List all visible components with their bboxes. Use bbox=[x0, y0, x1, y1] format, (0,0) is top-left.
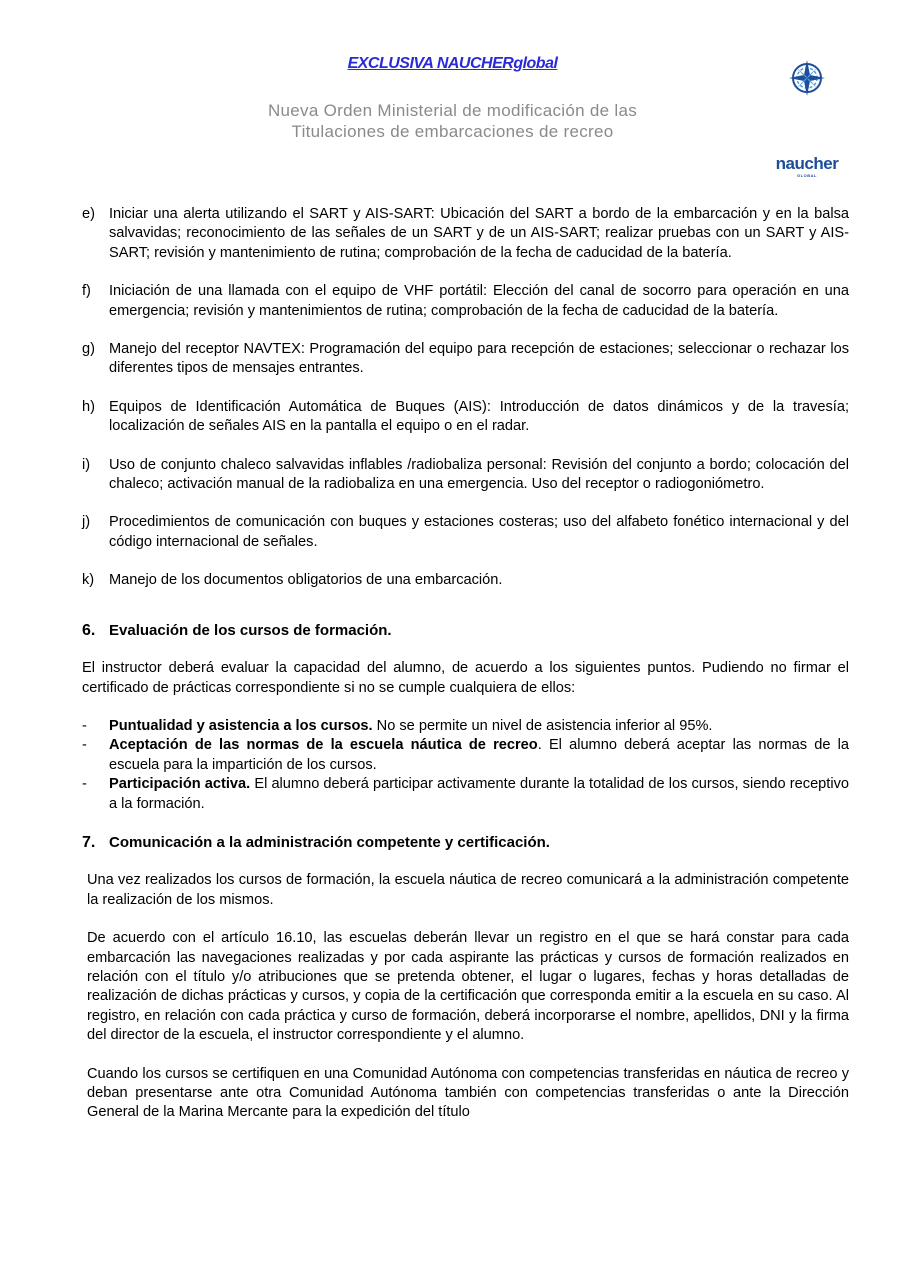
item-text: Equipos de Identificación Automática de Buques (AIS): Introducción de datos dinámicos y de la travesía; localización de señales AIS en la pantalla el equipo o en el radar. bbox=[109, 398, 849, 435]
list-item-h bbox=[82, 398, 849, 437]
item-marker: f) bbox=[82, 283, 91, 300]
section-title: Evaluación de los cursos de formación. bbox=[109, 621, 392, 639]
subtitle-line-1: Nueva Orden Ministerial de modificación de las bbox=[267, 101, 638, 120]
section-number: 7. bbox=[82, 833, 96, 851]
document-body bbox=[82, 205, 849, 1142]
section-7-paragraph: De acuerdo con el artículo 16.10, las escuelas deberán llevar un registro en el que se hará constar para cada embarcación las navegaciones realizadas y por cada aspirante las prácticas y cursos de formación realizados en relación con el título y/o atribuciones que se pretenda obtener, el lugar o lugares, fechas y horas detalladas de realización de dichas prácticas y cursos, y copia de la certificación que corresponda emitir a la escuela en su caso. Al registro, en relación con cada práctica y curso de formación, deberá incorporarse el nombre, apellidos, DNI y la firma del director de la escuela, el instructor correspondiente y el alumno. bbox=[87, 930, 849, 1044]
list-item-g bbox=[82, 340, 849, 379]
section-6-heading bbox=[82, 621, 849, 640]
exclusive-link[interactable]: EXCLUSIVA NAUCHERglobal bbox=[347, 55, 558, 72]
item-marker: e) bbox=[82, 206, 95, 222]
item-marker: h) bbox=[82, 398, 95, 415]
logo-wordmark: naucher bbox=[775, 154, 839, 173]
bullet-dash: - bbox=[82, 776, 87, 793]
item-marker: k) bbox=[82, 572, 95, 589]
item-text: Uso de conjunto chaleco salvavidas inflables /radiobaliza personal: Revisión del conjunto a bordo; colocación del chaleco; activación manual de la radiobaliza en una emergencia. Uso del receptor o radiogoniómetro. bbox=[109, 456, 849, 493]
section-title: Comunicación a la administración competente y certificación. bbox=[109, 833, 550, 851]
criteria-text bbox=[109, 775, 849, 814]
section-7-heading bbox=[82, 833, 849, 852]
list-item-j bbox=[82, 513, 849, 552]
item-marker: i) bbox=[82, 456, 91, 473]
list-item-k bbox=[82, 571, 849, 590]
list-item-e bbox=[82, 205, 849, 263]
item-text: Manejo de los documentos obligatorios de una embarcación. bbox=[109, 572, 503, 589]
criteria-bold: Participación activa. bbox=[109, 776, 251, 793]
subtitle-line-2: Titulaciones de embarcaciones de recreo bbox=[291, 122, 614, 141]
item-marker: j) bbox=[82, 514, 91, 531]
item-text: Procedimientos de comunicación con buques y estaciones costeras; uso del alfabeto fonético internacional y del código internacional de señales. bbox=[109, 514, 849, 550]
section-number: 6. bbox=[82, 621, 96, 639]
criteria-item bbox=[82, 717, 849, 736]
criteria-bold: Aceptación de las normas de la escuela náutica de recreo bbox=[109, 737, 538, 754]
list-item-i bbox=[82, 456, 849, 495]
criteria-text bbox=[109, 717, 712, 736]
criteria-rest: No se permite un nivel de asistencia inferior al 95%. bbox=[372, 717, 713, 734]
criteria-rest: . El alumno deberá aceptar las normas de la escuela para la impartición de los cursos. bbox=[109, 737, 849, 773]
criteria-bold: Puntualidad y asistencia a los cursos. bbox=[109, 717, 373, 734]
criteria-item bbox=[82, 775, 849, 814]
section-7-paragraph: Cuando los cursos se certifiquen en una Comunidad Autónoma con competencias transferidas en náutica de recreo y deban presentarse ante otra Comunidad Autónoma también con competencias transferidas o ante la Dirección General de la Marina Mercante para la expedición del título bbox=[87, 1065, 849, 1121]
section-6-intro: El instructor deberá evaluar la capacidad del alumno, de acuerdo a los siguientes puntos. Pudiendo no firmar el certificado de prácticas correspondiente si no se cumple cualquiera de ellos: bbox=[82, 660, 849, 696]
compass-rose-icon bbox=[762, 58, 852, 98]
page-header bbox=[0, 0, 905, 178]
section-7-paragraph: Una vez realizados los cursos de formación, la escuela náutica de recreo comunicará a la administración competente la realización de los mismos. bbox=[87, 872, 849, 908]
item-text: Iniciación de una llamada con el equipo de VHF portátil: Elección del canal de socorro para operación en una emergencia; revisión y mantenimientos de rutina; comprobación de la fecha de caducidad de la batería. bbox=[109, 283, 849, 319]
list-item-f bbox=[82, 282, 849, 321]
naucher-logo bbox=[762, 58, 852, 178]
logo-subtext: GLOBAL bbox=[797, 173, 817, 178]
criteria-item bbox=[82, 736, 849, 775]
criteria-text bbox=[109, 736, 849, 775]
bullet-dash: - bbox=[82, 737, 87, 754]
criteria-rest: El alumno deberá participar activamente durante la totalidad de los cursos, siendo receptivo a la formación. bbox=[109, 776, 850, 812]
item-text: Iniciar una alerta utilizando el SART y AIS-SART: Ubicación del SART a bordo de la embarcación y en la balsa salvavidas; reconocimiento de las señales de un SART y de un AIS-SART; realizar pruebas con un SART y AIS-SART; revisión y mantenimiento de rutina; comprobación de la fecha de caducidad de la batería. bbox=[109, 206, 849, 261]
evaluation-criteria-list bbox=[82, 717, 849, 814]
bullet-dash: - bbox=[82, 717, 87, 734]
item-text: Manejo del receptor NAVTEX: Programación del equipo para recepción de estaciones; seleccionar o rechazar los diferentes tipos de mensajes entrantes. bbox=[109, 341, 849, 377]
item-marker: g) bbox=[82, 341, 95, 358]
